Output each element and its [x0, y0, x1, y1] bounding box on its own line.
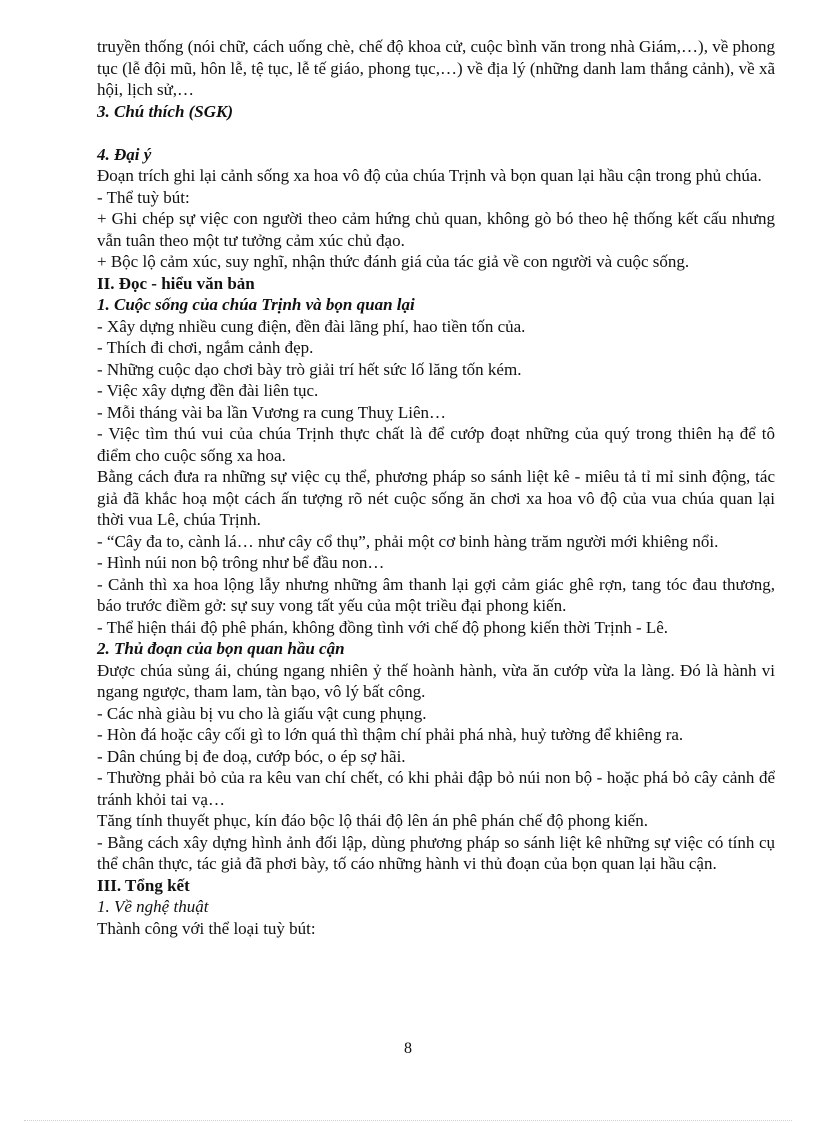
cuoc-song-item-11: - Thể hiện thái độ phê phán, không đồng tình với chế độ phong kiến thời Trịnh - Lê.: [97, 617, 669, 637]
cuoc-song-item-6: - Việc tìm thú vui của chúa Trịnh thực chất là để cướp đoạt những của quý trong thiên hạ để tô điểm cho cuộc sống xa hoa.: [97, 424, 775, 465]
cuoc-song-item-7: Bằng cách đưa ra những sự việc cụ thể, phương pháp so sánh liệt kê - miêu tả tỉ mỉ sinh động, tác giả đã khắc hoạ một cách ấn tượng rõ nét cuộc sống ăn chơi xa hoa vô độ của vua chúa quan lại thời vua Lê, chúa Trịnh.: [97, 467, 775, 529]
tuy-but-point-2: + Bộc lộ cảm xúc, suy nghĩ, nhận thức đánh giá của tác giả về con người và cuộc sống.: [97, 252, 690, 271]
heading-dai-y: 4. Đại ý: [97, 144, 152, 164]
cuoc-song-item-4: - Việc xây dựng đền đài liên tục.: [97, 381, 319, 400]
thu-doan-item-5: - Thường phải bỏ của ra kêu van chí chết, có khi phải đập bỏ núi non bộ - hoặc phá bỏ cây cảnh để tránh khỏi tai vạ…: [97, 768, 775, 809]
heading-chu-thich: 3. Chú thích (SGK): [97, 101, 234, 121]
cuoc-song-item-8: - “Cây đa to, cành lá… như cây cổ thụ”, phải một cơ binh hàng trăm người mới khiêng nổi.: [97, 531, 719, 551]
thu-doan-item-3: - Hòn đá hoặc cây cối gì to lớn quá thì thậm chí phải phá nhà, huỷ tường để khiêng ra.: [97, 725, 684, 744]
cuoc-song-item-5: - Mỗi tháng vài ba lần Vương ra cung Thuỵ Liên…: [97, 402, 447, 422]
footer-divider: [24, 1120, 792, 1121]
thu-doan-item-7: - Bằng cách xây dựng hình ảnh đối lập, dùng phương pháp so sánh liệt kê những sự việc có tính cụ thể chân thực, tác giả đã phơi bày, tố cáo những hành vi thủ đoạn của bọn quan lại hầu cận.: [97, 832, 775, 873]
thu-doan-item-6: Tăng tính thuyết phục, kín đáo bộc lộ thái độ lên án phê phán chế độ phong kiến.: [97, 811, 648, 830]
heading-thu-doan: 2. Thủ đoạn của bọn quan hầu cận: [97, 639, 345, 658]
tuy-but-label: - Thể tuỳ bút:: [97, 187, 190, 207]
cuoc-song-item-3: - Những cuộc dạo chơi bày trò giải trí hết sức lố lăng tốn kém.: [97, 359, 522, 379]
blank-line: [97, 122, 775, 144]
heading-nghe-thuat: 1. Về nghệ thuật: [97, 897, 209, 916]
thu-doan-item-2: - Các nhà giàu bị vu cho là giấu vật cung phụng.: [97, 703, 427, 723]
page-number: 8: [404, 1040, 412, 1057]
cuoc-song-item-9: - Hình núi non bộ trông như bể đầu non…: [97, 553, 385, 572]
thanh-cong-line: Thành công với thể loại tuỳ bút:: [97, 918, 316, 938]
document-page: [97, 36, 775, 939]
thu-doan-item-1: Được chúa sủng ái, chúng ngang nhiên ỷ thế hoành hành, vừa ăn cướp vừa la làng. Đó là hành vi ngang ngược, tham lam, tàn bạo, vô lý bất công.: [97, 660, 775, 701]
thu-doan-item-4: - Dân chúng bị đe doạ, cướp bóc, o ép sợ hãi.: [97, 746, 406, 766]
heading-cuoc-song: 1. Cuộc sống của chúa Trịnh và bọn quan lại: [97, 295, 415, 314]
dai-y-paragraph: Đoạn trích ghi lại cảnh sống xa hoa vô độ của chúa Trịnh và bọn quan lại hầu cận trong phủ chúa.: [97, 166, 762, 185]
cuoc-song-item-10: - Cảnh thì xa hoa lộng lẫy nhưng những âm thanh lại gợi cảm giác ghê rợn, tang tóc đau thương, báo trước điềm gở: sự suy vong tất yếu của một triều đại phong kiến.: [97, 574, 775, 615]
tuy-but-point-1: + Ghi chép sự việc con người theo cảm hứng chủ quan, không gò bó theo hệ thống kết cấu nhưng vẫn tuân theo một tư tưởng cảm xúc chủ đạo.: [97, 209, 775, 250]
cuoc-song-item-1: - Xây dựng nhiều cung điện, đền đài lãng phí, hao tiền tốn của.: [97, 316, 526, 336]
heading-tong-ket: III. Tổng kết: [97, 875, 190, 895]
intro-paragraph: truyền thống (nói chữ, cách uống chè, chế độ khoa cử, cuộc bình văn trong nhà Giám,…), về phong tục (lễ đội mũ, hôn lễ, tệ tục, lễ tế giáo, phong tục,…) về địa lý (những danh lam thắng cảnh), về xã hội, lịch sử,…: [97, 37, 775, 99]
heading-doc-hieu: II. Đọc - hiểu văn bản: [97, 273, 255, 293]
cuoc-song-item-2: - Thích đi chơi, ngắm cảnh đẹp.: [97, 338, 314, 357]
